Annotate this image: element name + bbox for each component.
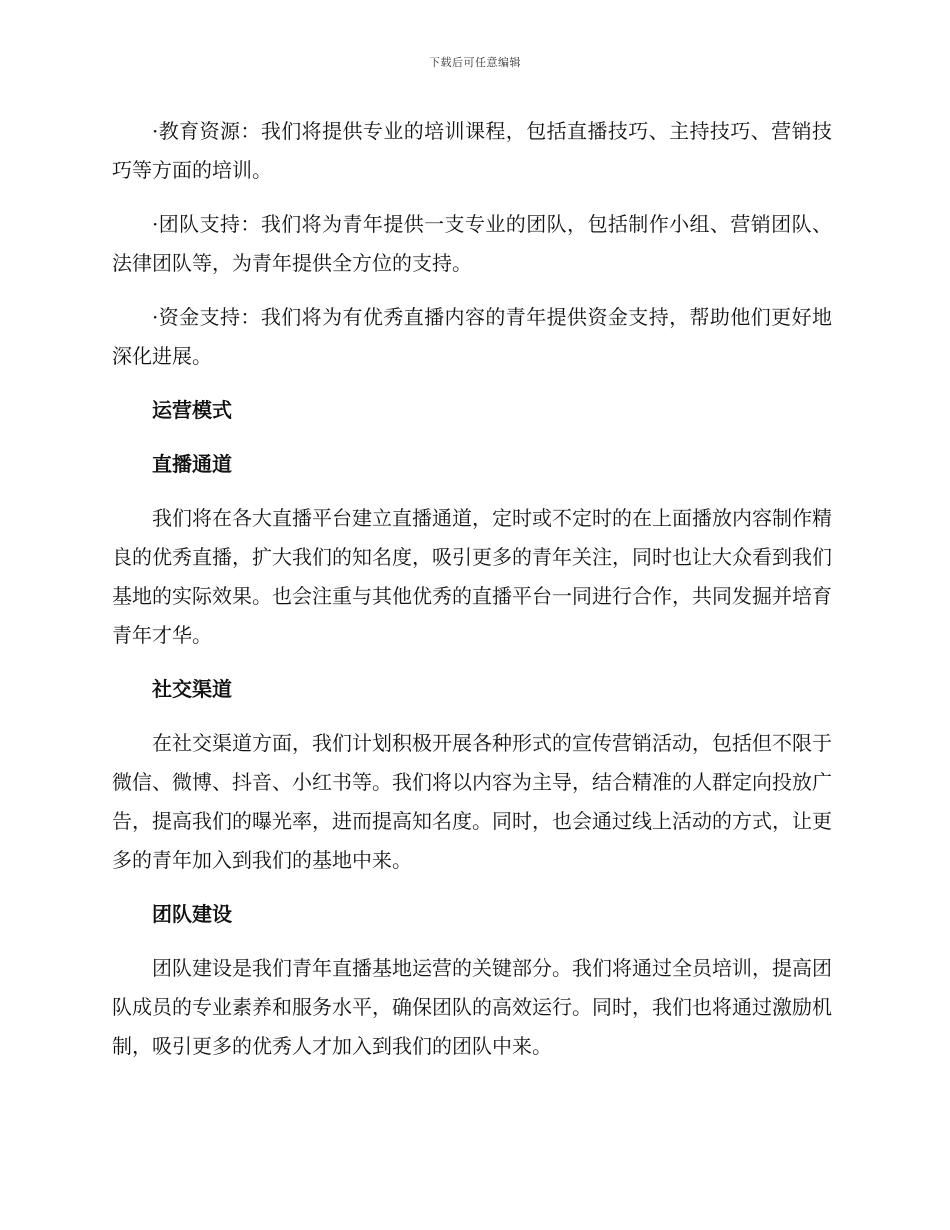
paragraph-team-building: 团队建设是我们青年直播基地运营的关键部分。我们将通过全员培训，提高团队成员的专业素养和服务水平，确保团队的高效运行。同时，我们也将通过激励机制，吸引更多的优秀人才加入到我们的团队中来。 (112, 956, 832, 1058)
bullet-education-resources: ·教育资源：我们将提供专业的培训课程，包括直播技巧、主持技巧、营销技巧等方面的培训。 (112, 119, 832, 182)
bullet-team-support: ·团队支持：我们将为青年提供一支专业的团队，包括制作小组、营销团队、法律团队等，为青年提供全方位的支持。 (112, 212, 832, 275)
heading-social-channel: 社交渠道 (152, 677, 232, 701)
paragraph-live-channel: 我们将在各大直播平台建立直播通道，定时或不定时的在上面播放内容制作精良的优秀直播，扩大我们的知名度，吸引更多的青年关注，同时也让大众看到我们基地的实际效果。也会注重与其他优秀的直播平台一同进行合作，共同发掘并培育青年才华。 (112, 506, 832, 647)
heading-team-building: 团队建设 (152, 902, 232, 926)
document-body (112, 112, 832, 1081)
heading-live-channel: 直播通道 (152, 452, 232, 476)
paragraph-social-channel: 在社交渠道方面，我们计划积极开展各种形式的宣传营销活动，包括但不限于微信、微博、抖音、小红书等。我们将以内容为主导，结合精准的人群定向投放广告，提高我们的曝光率，进而提高知名度。同时，也会通过线上活动的方式，让更多的青年加入到我们的基地中来。 (112, 731, 832, 872)
page-header: 下载后可任意编辑 (429, 56, 521, 69)
bullet-funding-support: ·资金支持：我们将为有优秀直播内容的青年提供资金支持，帮助他们更好地深化进展。 (112, 305, 832, 368)
section-title-operation-mode: 运营模式 (152, 398, 232, 422)
